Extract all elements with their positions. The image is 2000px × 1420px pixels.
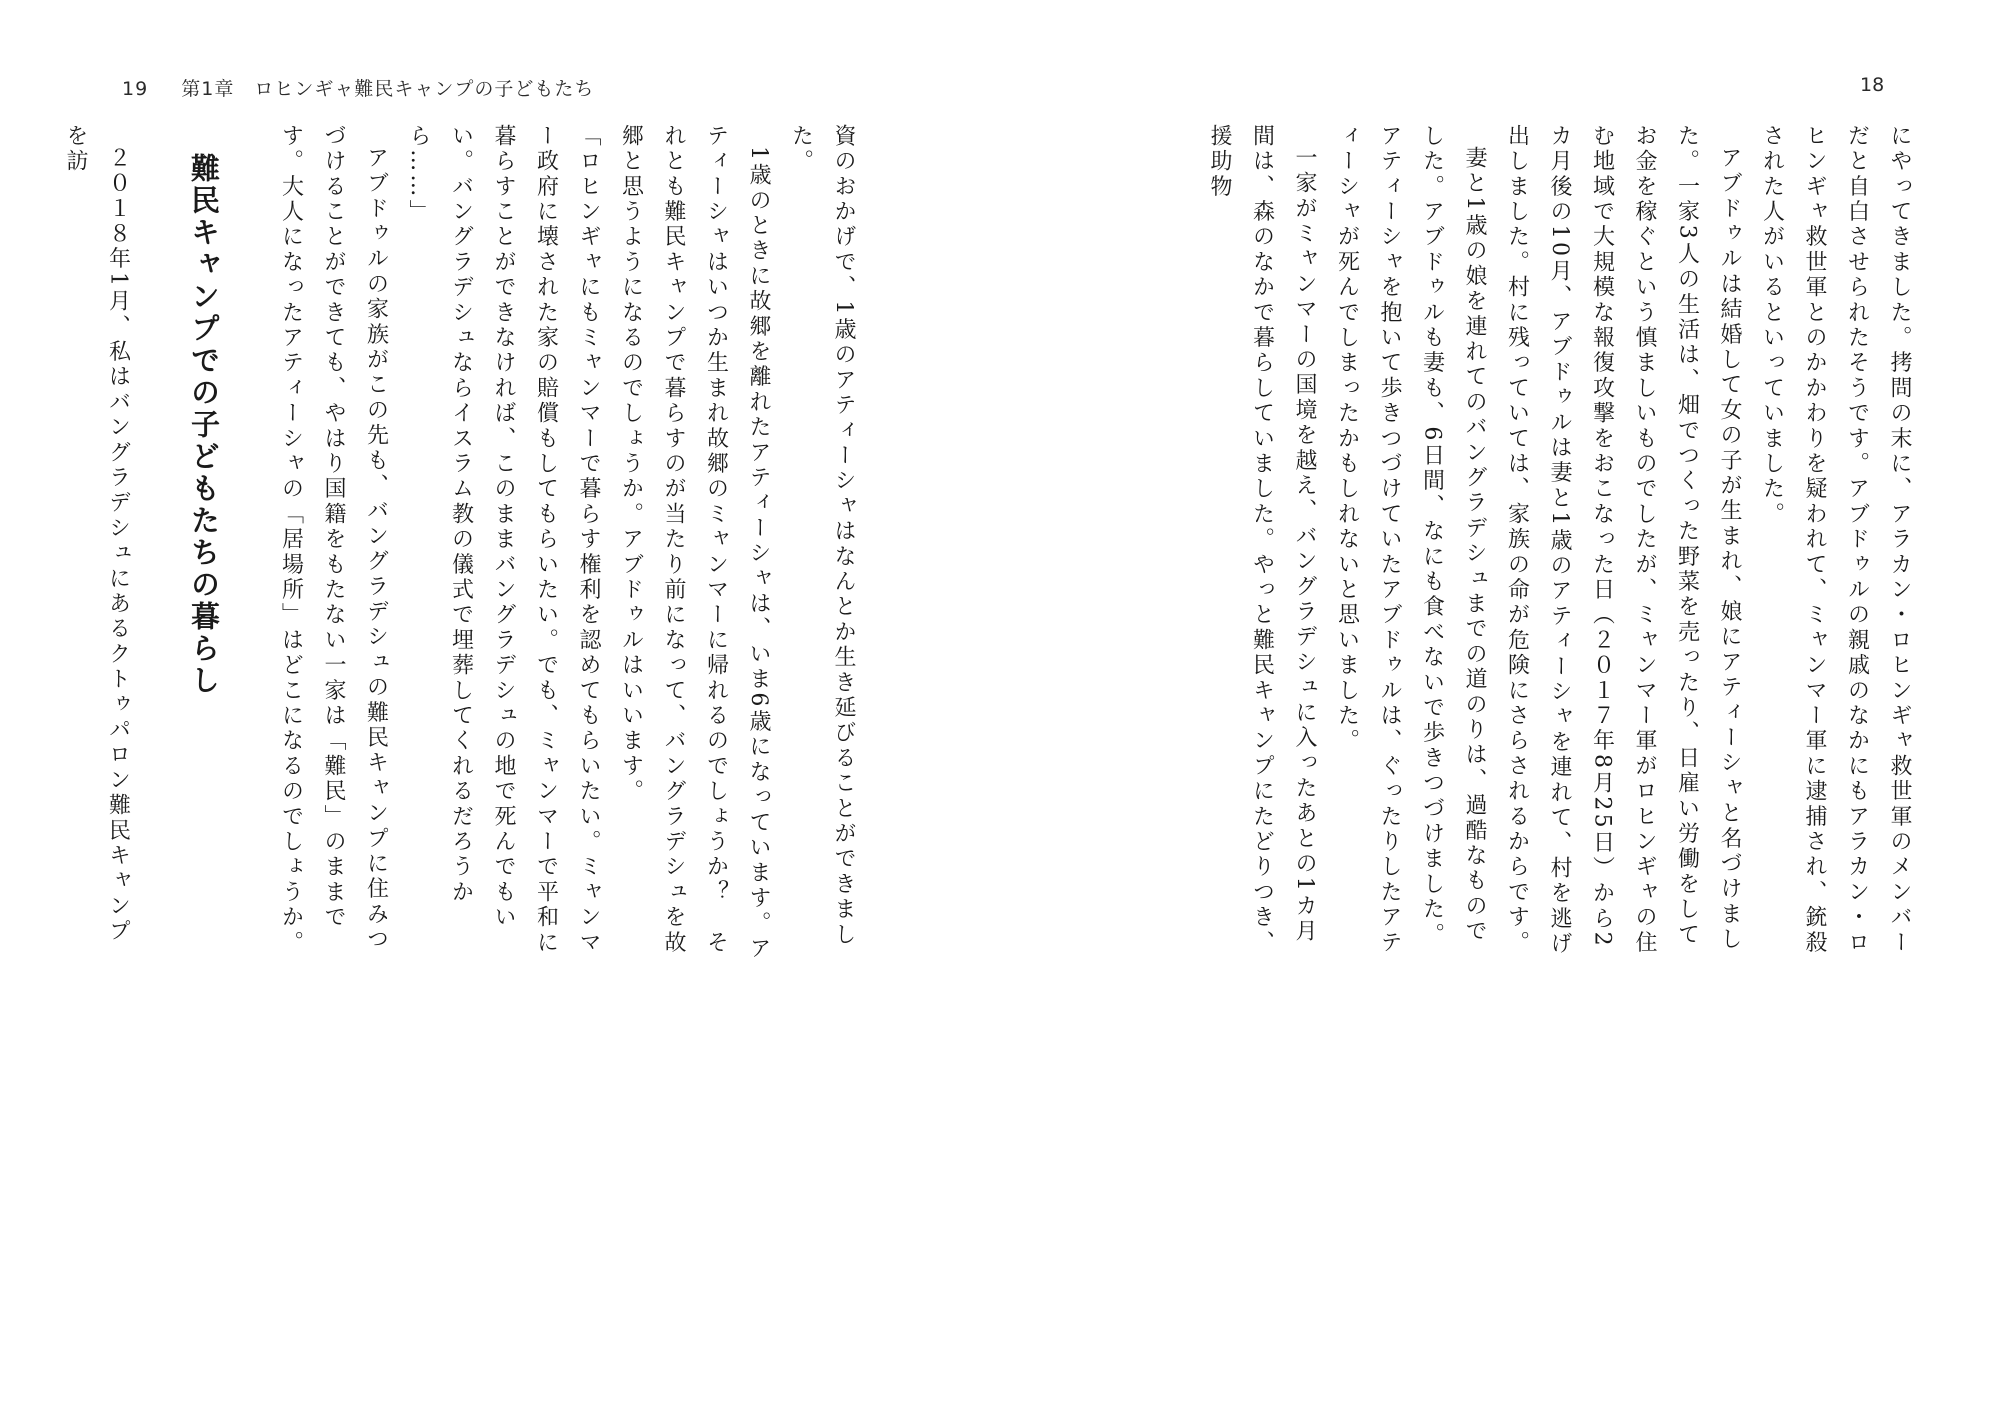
paragraph: 資のおかげで、1歳のアティーシャはなんとか生き延びることができました。 — [788, 124, 856, 948]
quote-paragraph: 「ロヒンギャにもミャンマーで暮らす権利を認めてもらいたい。ミャンマー政府に壊された家の賠償もしてもらいたい。でも、ミャンマーで平和に暮らすことができなければ、このままバングラデシュの地で死んでもいい。バングラデシュならイスラム教の儀式で埋葬してくれるだろうから……」 — [406, 124, 601, 956]
right-page — [1000, 0, 2000, 1420]
right-body-text — [1120, 124, 1920, 964]
chapter-title: 第1章 ロヒンギャ難民キャンプの子どもたち — [181, 78, 595, 100]
paragraph: 妻と1歳の娘を連れてのバングラデシュまでの道のりは、過酷なものでした。アブドゥルも妻も、6日間、なにも食べないで歩きつづけました。アティーシャを抱いて歩きつづけていたアブドゥルは、ぐったりしたアティーシャが死んでしまったかもしれないと思いました。 — [1334, 124, 1487, 956]
left-body-text — [63, 124, 864, 964]
paragraph: アブドゥルは結婚して女の子が生まれ、娘にアティーシャと名づけました。一家3人の生活は、畑でつくった野菜を売ったり、日雇い労働をしてお金を稼ぐという慎ましいものでしたが、ミャンマー軍がロヒンギャの住む地域で大規模な報復攻撃をおこなった日（２０１７年8月25日）から2カ月後の10月、アブドゥルは妻と1歳のアティーシャを連れて、村を逃げ出しました。村に残っていては、家族の命が危険にさらされるからです。 — [1504, 124, 1742, 957]
paragraph: にやってきました。拷問の末に、アラカン・ロヒンギャ救世軍のメンバーだと自白させられたそうです。アブドゥルの親戚のなかにもアラカン・ロヒンギャ救世軍とのかかわりを疑われて、ミャンマー軍に逮捕され、銃殺された人がいるといっていました。 — [1759, 124, 1912, 956]
page-number: 18 — [1860, 74, 1885, 96]
paragraph: 一家がミャンマーの国境を越え、バングラデシュに入ったあとの1カ月間は、森のなかで暮らしていました。やっと難民キャンプにたどりつき、援助物 — [1207, 124, 1317, 956]
paragraph: アブドゥルの家族がこの先も、バングラデシュの難民キャンプに住みつづけることができても、やはり国籍をもたない一家は「難民」のままです。大人になったアティーシャの「居場所」はどこになるのでしょうか。 — [278, 124, 389, 956]
paragraph: ２０１８年1月、私はバングラデシュにあるクトゥパロン難民キャンプを訪 — [63, 124, 131, 945]
running-head — [122, 74, 594, 101]
page-number: 19 — [122, 78, 149, 100]
section-heading: 難民キャンプでの子どもたちの暮らし — [187, 153, 221, 697]
paragraph: 1歳のときに故郷を離れたアティーシャは、いま6歳になっています。アティーシャはいつか生まれ故郷のミャンマーに帰れるのでしょうか？ それとも難民キャンプで暮らすのが当たり前になって、バングラデシュを故郷と思うようになるのでしょうか。アブドゥルはいいます。 — [618, 124, 771, 962]
